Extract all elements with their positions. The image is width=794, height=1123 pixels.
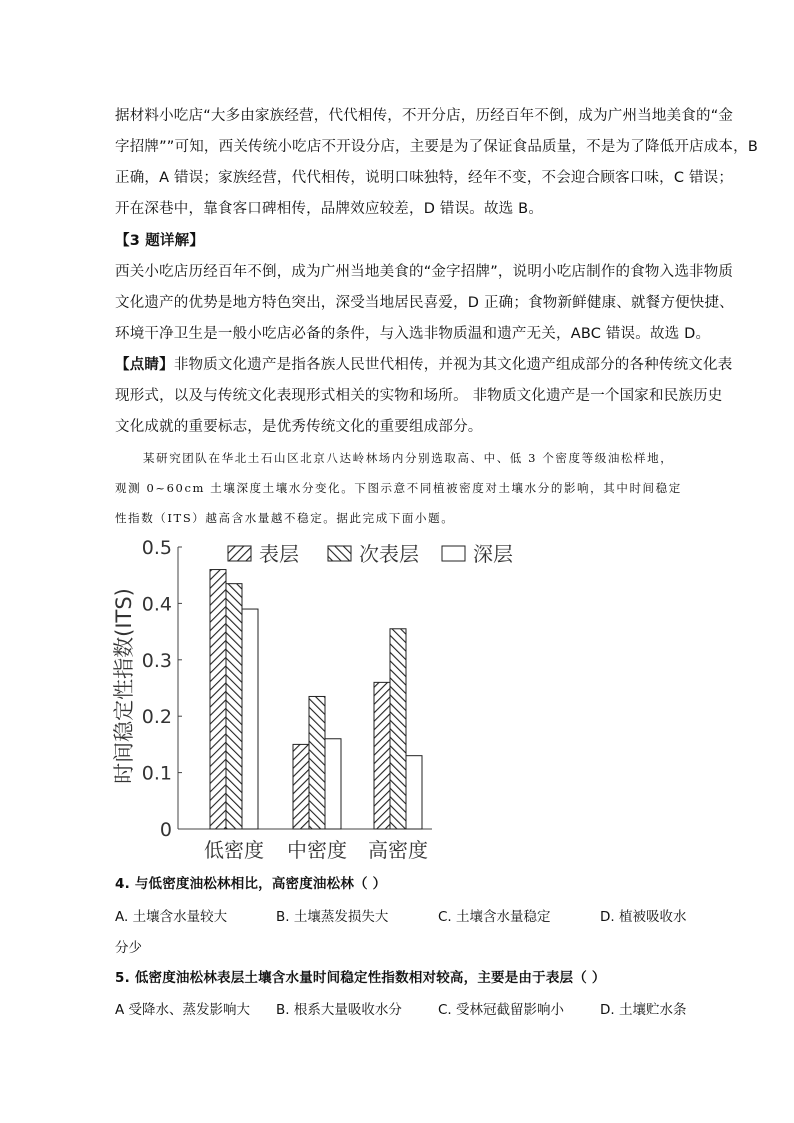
- q4-option-d-continuation: 分少: [115, 940, 142, 956]
- q4-option-d[interactable]: D. 植被吸收水: [600, 909, 687, 925]
- bar-深层-低密度: [242, 609, 258, 829]
- q3-heading: 【3 题详解】: [115, 233, 205, 249]
- material-line: 观测 0~60cm 土壤深度土壤水分变化。下图示意不同植被密度对土壤水分的影响，其中时间稳定: [115, 481, 682, 495]
- bar-表层-中密度: [293, 744, 309, 829]
- legend-swatch: [328, 546, 351, 561]
- y-tick-label: 0.3: [141, 649, 172, 672]
- bar-表层-低密度: [210, 570, 226, 829]
- analysis-line: 据材料小吃店“大多由家族经营，代代相传，不开分店，历经百年不倒，成为广州当地美食的“金: [115, 108, 734, 124]
- bar-表层-高密度: [374, 682, 390, 829]
- legend-label: 表层: [259, 542, 299, 566]
- analysis-line: 正确，A 错误；家族经营，代代相传，说明口味独特，经年不变，不会迎合顾客口味，C 错误；: [115, 170, 734, 186]
- bar-深层-高密度: [406, 756, 422, 829]
- tip-heading: 【点睛】: [115, 357, 174, 373]
- bar-次表层-中密度: [309, 696, 325, 829]
- y-tick-label: 0.5: [141, 537, 172, 559]
- analysis-line: 文化成就的重要标志，是优秀传统文化的重要组成部分。: [115, 419, 483, 435]
- y-tick-label: 0: [159, 819, 172, 841]
- analysis-line: 文化遗产的优势是地方特色突出，深受当地居民喜爱，D 正确；食物新鲜健康、就餐方便快捷、: [115, 295, 734, 311]
- bar-次表层-高密度: [390, 629, 406, 829]
- legend-label: 次表层: [359, 542, 419, 566]
- x-tick-label: 低密度: [204, 838, 264, 862]
- q4-option-c[interactable]: C. 土壤含水量稳定: [438, 909, 551, 925]
- y-tick-label: 0.2: [141, 706, 172, 729]
- q5-option-c[interactable]: C. 受林冠截留影响小: [438, 1002, 565, 1018]
- legend-swatch: [228, 546, 251, 561]
- material-line: 某研究团队在华北土石山区北京八达岭林场内分别选取高、中、低 3 个密度等级油松样地，: [143, 451, 674, 465]
- q4-option-a[interactable]: A. 土壤含水量较大: [115, 909, 228, 925]
- question-5-stem: 5. 低密度油松林表层土壤含水量时间稳定性指数相对较高，主要是由于表层（ ）: [115, 970, 606, 986]
- analysis-line: 西关小吃店历经百年不倒，成为广州当地美食的“金字招牌”，说明小吃店制作的食物入选非物质: [115, 264, 734, 280]
- x-tick-label: 中密度: [287, 838, 347, 862]
- analysis-line: 字招牌””可知，西关传统小吃店不开设分店，主要是为了保证食品质量，不是为了降低开店成本，B: [115, 139, 758, 155]
- x-tick-label: 高密度: [368, 838, 428, 862]
- bar-深层-中密度: [325, 739, 341, 829]
- q5-option-b[interactable]: B. 根系大量吸收水分: [276, 1002, 402, 1018]
- analysis-line: 现形式，以及与传统文化表现形式相关的实物和场所。 非物质文化遗产是一个国家和民族历史: [115, 388, 723, 404]
- y-tick-label: 0.1: [141, 762, 172, 785]
- question-4-stem: 4. 与低密度油松林相比，高密度油松林（ ）: [115, 876, 387, 892]
- y-tick-label: 0.4: [141, 593, 172, 616]
- analysis-line: 环境干净卫生是一般小吃店必备的条件，与入选非物质温和遗产无关，ABC 错误。故选 D。: [115, 326, 711, 342]
- legend-label: 深层: [473, 542, 513, 566]
- material-line: 性指数（ITS）越高含水量越不稳定。据此完成下面小题。: [115, 511, 455, 525]
- tip-text: 非物质文化遗产是指各族人民世代相传，并视为其文化遗产组成部分的各种传统文化表: [173, 357, 733, 373]
- q4-option-b[interactable]: B. 土壤蒸发损失大: [276, 909, 389, 925]
- y-axis-label: 时间稳定性指数(ITS): [112, 588, 136, 784]
- bar-次表层-低密度: [226, 584, 242, 829]
- legend-swatch: [442, 546, 465, 561]
- q5-option-d[interactable]: D. 土壤贮水条: [600, 1002, 687, 1018]
- analysis-line: 开在深巷中，靠食客口碑相传，品牌效应较差，D 错误。故选 B。: [115, 201, 544, 217]
- q5-option-a[interactable]: A 受降水、蒸发影响大: [115, 1002, 251, 1018]
